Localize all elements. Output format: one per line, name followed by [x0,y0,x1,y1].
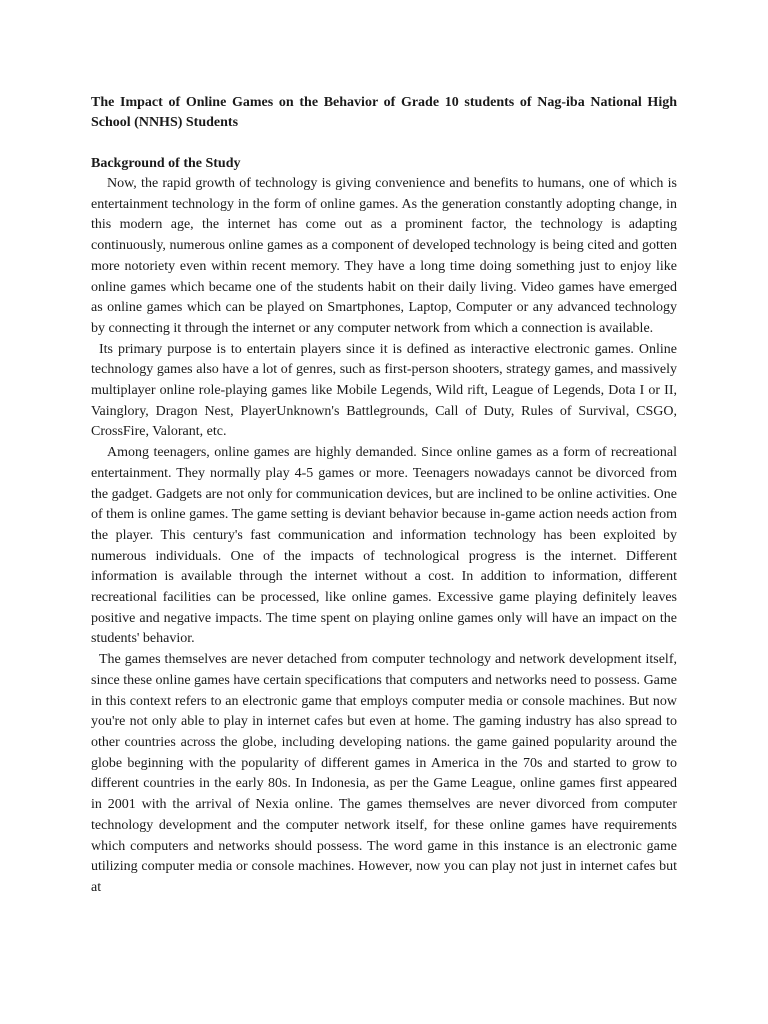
section-heading: Background of the Study [91,156,241,171]
paragraph-1: Now, the rapid growth of technology is giving convenience and benefits to humans, one of which is entertainment technology in the form of online games. As the generation constantly adopting change, in this modern age, the internet has come out as a prominent factor, the technology is adapting continuously, numerous online games as a component of developed technology is being cited and gotten more notoriety even within recent memory. They have a long time doing something just to enjoy like online games which became one of the students habit on their daily living. Video games have emerged as online games which can be played on Smartphones, Laptop, Computer or any advanced technology by connecting it through the internet or any computer network from which a connection is available. [91,176,677,336]
paragraph-3: Among teenagers, online games are highly demanded. Since online games as a form of recreational entertainment. They normally play 4-5 games or more. Teenagers nowadays cannot be divorced from the gadget. Gadgets are not only for communication devices, but are inclined to be online activities. One of them is online games. The game setting is deviant behavior because in-game action needs action from the player. This century's fast communication and information technology has been exploited by numerous individuals. One of the impacts of technological progress is the internet. Different information is available through the internet without a cost. In addition to information, different recreational facilities can be processed, like online games. Excessive game playing definitely leaves positive and negative impacts. The time spent on playing online games only will have an impact on the students' behavior. [91,445,677,647]
document-page [91,93,677,899]
paragraph-4: The games themselves are never detached from computer technology and network development itself, since these online games have certain specifications that computers and networks need to possess. Game in this context refers to an electronic game that employs computer media or console machines. But now you're not only able to play in internet cafes but even at home. The gaming industry has also spread to other countries across the globe, including developing nations. the game gained popularity around the globe beginning with the popularity of different games in America in the 70s and started to grow to different countries in the early 80s. In Indonesia, as per the Game League, online games first appeared in 2001 with the arrival of Nexia online. The games themselves are never divorced from computer technology development and the computer network itself, for these online games have requirements which computers and networks should possess. The word game in this instance is an electronic game utilizing computer media or console machines. However, now you can play not just in internet cafes but at [91,652,677,895]
paragraph-2: Its primary purpose is to entertain players since it is defined as interactive electronic games. Online technology games also have a lot of genres, such as first-person shooters, strategy games, and massively multiplayer online role-playing games like Mobile Legends, Wild rift, League of Legends, Dota I or II, Vainglory, Dragon Nest, PlayerUnknown's Battlegrounds, Call of Duty, Rules of Survival, CSGO, CrossFire, Valorant, etc. [91,341,677,440]
document-title: The Impact of Online Games on the Behavior of Grade 10 students of Nag-iba National High School (NNHS) Students [91,95,677,130]
